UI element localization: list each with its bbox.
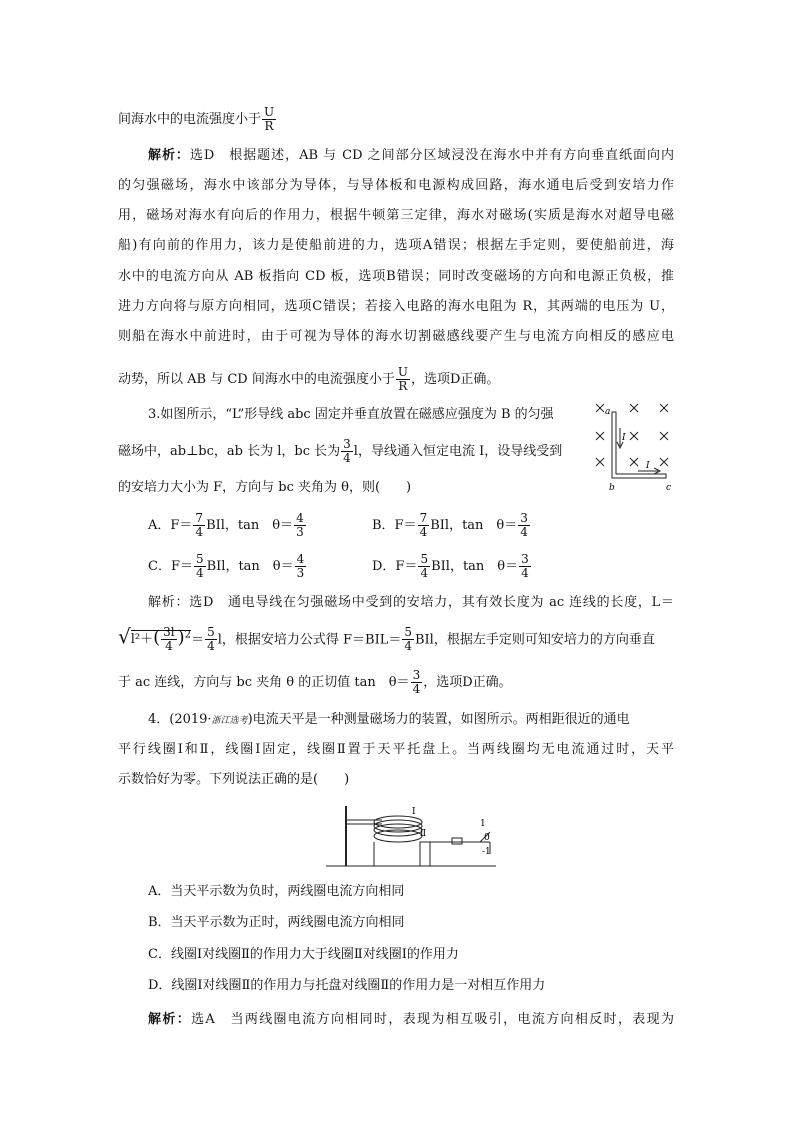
fraction: $\frac{5}{4}$ [420, 552, 429, 580]
analysis-line: 用，磁场对海水有向后的作用力，根据牛顿第三定律，海水对磁场(实质是海水对超导电磁 [118, 208, 674, 223]
fraction: $\frac{7}{4}$ [195, 511, 204, 539]
fraction: $\frac{3}{4}$ [520, 511, 528, 539]
label-b: b [609, 483, 615, 492]
top-line [118, 106, 277, 133]
label-current: I [646, 461, 650, 471]
option-a[interactable]: A．当天平示数为负时，两线圈电流方向相同 [148, 884, 405, 899]
label-switch-1: 1 [480, 819, 486, 829]
label-c: c [666, 483, 672, 492]
question-line: 磁场中，ab⊥bc，ab 长为 l，bc 长为 $\frac{3}{4}$ l，导线通入恒定电流 I，设导线受到 [118, 437, 563, 465]
label-coil-II: Ⅱ [420, 829, 427, 839]
label-current: I [622, 433, 626, 443]
top-line-text: 间海水中的电流强度小于 [118, 112, 262, 127]
question-line: 4．(2019·浙江选考)电流天平是一种测量磁场力的装置，如图所示。两相距很近的通电 [148, 712, 630, 727]
question-line: 平行线圈Ⅰ和Ⅱ，线圈Ⅰ固定，线圈Ⅱ置于天平托盘上。当两线圈均无电流通过时，天平 [118, 742, 674, 757]
label-coil-I: Ⅰ [412, 807, 416, 817]
fraction: $\frac{4}{3}$ [296, 552, 305, 580]
label-a: a [605, 407, 611, 417]
fraction: $\frac{5}{4}$ [404, 625, 412, 654]
label-switch-minus1: -1 [482, 847, 491, 857]
analysis-line: 水中的电流方向从 AB 板指向 CD 板，选项B错误；同时改变磁场的方向和电源正负极，推 [118, 269, 674, 284]
fraction: $\frac{7}{4}$ [419, 511, 428, 539]
question-line: 的安培力大小为 F，方向与 bc 夹角为 θ，则( ) [118, 480, 412, 495]
option-a[interactable]: A．F＝ $\frac{7}{4}$ BIl，tan θ＝ $\frac{4}{3}$ [148, 511, 304, 539]
fraction: $\frac{5}{4}$ [207, 625, 215, 654]
question-line: 3.如图所示，“L”形导线 abc 固定并垂直放置在磁感应强度为 B 的匀强 [148, 407, 554, 422]
fraction: $\frac{3}{4}$ [412, 668, 421, 696]
analysis-line: 则船在海水中前进时，由于可视为导体的海水切割磁感线要产生与电流方向相反的感应电 [118, 329, 674, 344]
rider [452, 838, 462, 844]
analysis-line: √l²＋( $\frac{3l}{4}$ )$^2$＝ $\frac{5}{4}$ l，根据安培力公式得 F＝BIL＝ $\frac{5}{4}$ BIl，根据左手定则可知安培力的方向垂直 [118, 624, 655, 654]
balance-post [420, 842, 430, 866]
fraction: $\frac{3}{4}$ [521, 552, 529, 580]
fraction: $\frac{U}{R}$ [264, 105, 275, 133]
fraction: $\frac{3}{4}$ [343, 437, 351, 465]
l-wire-figure [592, 400, 682, 492]
fraction: $\frac{4}{3}$ [296, 511, 304, 539]
analysis-q4: 解析：选A 当两线圈电流方向相同时，表现为相互吸引，电流方向相反时，表现为 [148, 1012, 674, 1027]
option-b[interactable]: B．F＝ $\frac{7}{4}$ BIl，tan θ＝ $\frac{3}{4}$ [372, 511, 528, 539]
fraction: $\frac{5}{4}$ [195, 552, 204, 580]
option-d[interactable]: D．F＝ $\frac{5}{4}$ BIl，tan θ＝ $\frac{3}{4}$ [372, 552, 529, 580]
fraction: $\frac{3l}{4}$ [163, 625, 175, 654]
analysis-line: 于 ac 连线，方向与 bc 夹角 θ 的正切值 tan θ＝ $\frac{3}{4}$ ，选项D正确。 [118, 668, 512, 696]
paren-close: ) [177, 627, 185, 649]
fraction: $\frac{U}{R}$ [397, 365, 408, 393]
analysis-line: 动势，所以 AB 与 CD 间海水中的电流强度小于 $\frac{U}{R}$ ，选项D正确。 [118, 365, 500, 393]
question-line: 示数恰好为零。下列说法正确的是( ) [118, 772, 350, 787]
analysis-line: 解析：选D 根据题述，AB 与 CD 之间部分区域浸没在海水中并有方向垂直纸面向内 [148, 148, 674, 163]
analysis-line: 船)有向前的作用力，该力是使船前进的力，选项A错误；根据左手定则，要使船前进，海 [118, 238, 674, 253]
current-balance-figure [320, 800, 504, 872]
option-c[interactable]: C．线圈Ⅰ对线圈Ⅱ的作用力大于线圈Ⅱ对线圈Ⅰ的作用力 [148, 947, 459, 962]
option-b[interactable]: B．当天平示数为正时，两线圈电流方向相同 [148, 915, 405, 930]
option-c[interactable]: C．F＝ $\frac{5}{4}$ BIl，tan θ＝ $\frac{4}{3}$ [148, 552, 305, 580]
label-switch-0: 0 [484, 833, 490, 843]
analysis-line: 的匀强磁场，海水中该部分为导体，与导体板和电源构成回路，海水通电后受到安培力作 [118, 178, 674, 193]
analysis-line: 解析：选D 通电导线在匀强磁场中受到的安培力，其有效长度为 ac 连线的长度，L＝ [148, 595, 674, 610]
analysis-line: 进力方向将与原方向相同，选项C错误；若接入电路的海水电阻为 R，其两端的电压为 U， [118, 299, 674, 314]
sqrt-sign: √ [118, 624, 131, 649]
option-d[interactable]: D．线圈Ⅰ对线圈Ⅱ的作用力与托盘对线圈Ⅱ的作用力是一对相互作用力 [148, 978, 546, 993]
paren-open: ( [153, 627, 161, 649]
